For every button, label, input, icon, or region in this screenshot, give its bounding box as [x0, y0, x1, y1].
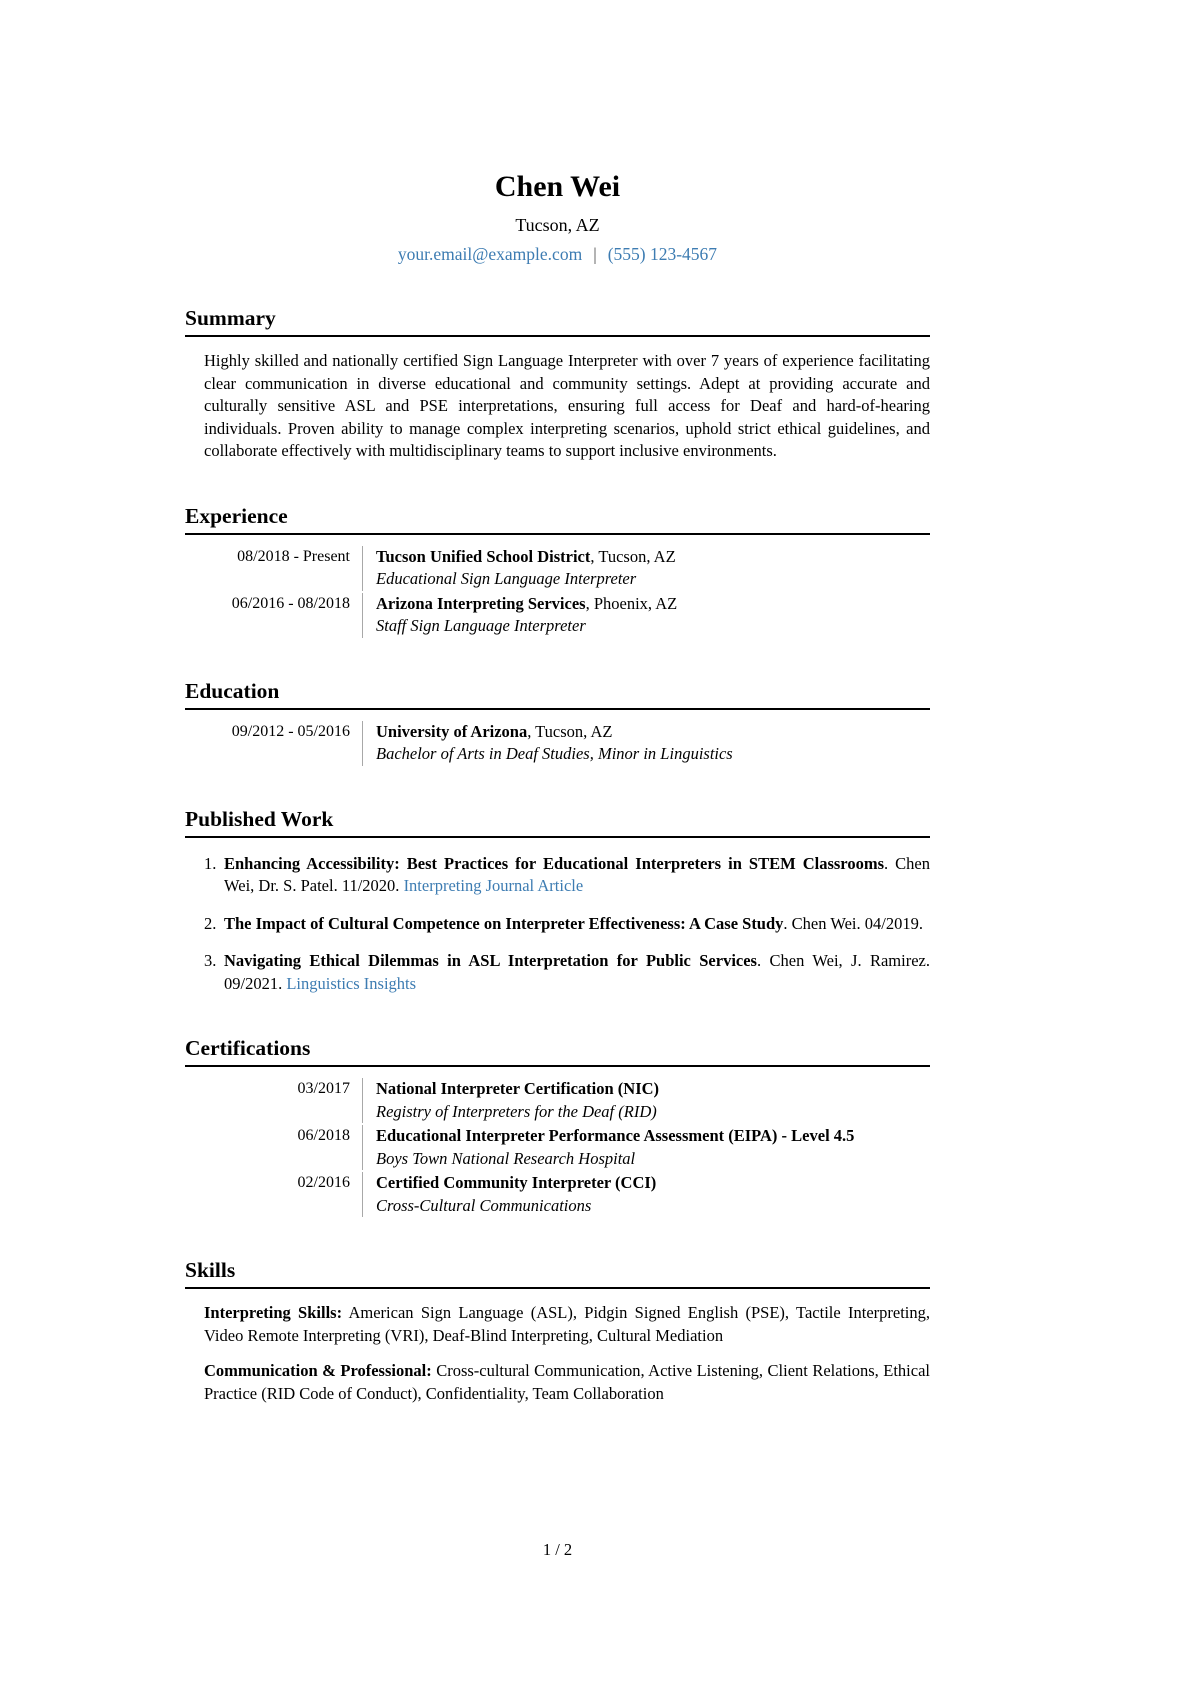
- experience-section: [185, 503, 930, 638]
- entry-body: [362, 1172, 930, 1217]
- entry-body: [362, 593, 930, 638]
- publication-text: [224, 853, 930, 898]
- section-title-certifications: Certifications: [185, 1036, 311, 1060]
- certification-issuer: Boys Town National Research Hospital: [376, 1148, 636, 1168]
- entry-org-location: , Phoenix, AZ: [585, 593, 678, 613]
- skills-group-text: American Sign Language (ASL), Pidgin Signed English (PSE), Tactile Interpreting, Video Remote Interpreting (VRI), Deaf-Blind Interpreting, Cultural Mediation: [204, 1303, 930, 1345]
- section-title-summary: Summary: [185, 306, 276, 330]
- resume-content: [185, 170, 930, 1405]
- entry-org-line: [376, 721, 930, 744]
- entry-role: Educational Sign Language Interpreter: [376, 569, 637, 588]
- publication-authors-date: . Chen Wei, Dr. S. Patel. 11/2020.: [224, 853, 930, 895]
- publication-item: [185, 853, 930, 898]
- publication-text: [224, 913, 930, 936]
- publication-text: [224, 950, 930, 995]
- publication-title: The Impact of Cultural Competence on Interpreter Effectiveness: A Case Study: [224, 913, 784, 933]
- section-rule: [185, 708, 930, 710]
- phone-link[interactable]: (555) 123-4567: [607, 244, 718, 264]
- skills-group: [185, 1302, 930, 1347]
- experience-entry: [204, 593, 930, 638]
- publication-number: 2.: [204, 913, 217, 933]
- section-title-experience: Experience: [185, 503, 288, 528]
- entry-org-line: [376, 593, 930, 616]
- education-entries: [185, 721, 930, 766]
- entry-org: University of Arizona: [376, 721, 528, 741]
- resume-header: [185, 170, 930, 265]
- education-entry: [204, 721, 930, 766]
- summary-text: Highly skilled and nationally certified Sign Language Interpreter with over 7 years of experience facilitating clear communication in diverse educational and community settings. Adept at providing accurate and culturally sensitive ASL and PSE interpretations, ensuring full access for Deaf and hard-of-hearing individuals. Proven ability to manage complex interpreting scenarios, uphold strict ethical guidelines, and collaborate effectively with multidisciplinary teams to support inclusive environments.: [204, 351, 930, 460]
- entry-body: [362, 1125, 930, 1170]
- certification-entry: [204, 1078, 930, 1123]
- entry-org: Arizona Interpreting Services: [376, 593, 586, 613]
- publication-authors-date: . Chen Wei, J. Ramirez. 09/2021.: [224, 951, 930, 993]
- section-rule: [185, 1065, 930, 1067]
- entry-dates: 06/2016 - 08/2018: [231, 594, 350, 612]
- entry-degree: Bachelor of Arts in Deaf Studies, Minor in Linguistics: [376, 744, 733, 763]
- skills-group-label: Communication & Professional:: [204, 1361, 432, 1380]
- section-rule: [185, 1287, 930, 1289]
- page-number: 1 / 2: [542, 1540, 573, 1559]
- entry-dates: 08/2018 - Present: [237, 547, 350, 565]
- publication-title: Enhancing Accessibility: Best Practices for Educational Interpreters in STEM Classrooms: [224, 853, 884, 873]
- publication-link[interactable]: Interpreting Journal Article: [403, 876, 584, 895]
- experience-entries: [185, 546, 930, 638]
- entry-dates: 06/2018: [297, 1127, 350, 1144]
- entry-org-location: , Tucson, AZ: [527, 721, 613, 741]
- experience-entry: [204, 546, 930, 591]
- section-rule: [185, 335, 930, 337]
- publication-number: 1.: [204, 853, 217, 873]
- entry-org-line: [376, 546, 930, 569]
- section-title-education: Education: [185, 678, 280, 703]
- certification-issuer: Registry of Interpreters for the Deaf (RID): [376, 1101, 657, 1121]
- section-title-skills: Skills: [185, 1258, 236, 1282]
- skills-group-label: Interpreting Skills:: [204, 1303, 343, 1322]
- certification-issuer: Cross-Cultural Communications: [376, 1195, 592, 1215]
- certification-name: Certified Community Interpreter (CCI): [376, 1173, 657, 1192]
- publication-item: [185, 950, 930, 995]
- person-location: Tucson, AZ: [515, 215, 600, 235]
- published-work-section: [185, 806, 930, 996]
- section-rule: [185, 533, 930, 535]
- email-link[interactable]: your.email@example.com: [397, 244, 583, 264]
- entry-body: [362, 546, 930, 591]
- publication-number: 3.: [204, 951, 217, 970]
- certification-entries: [185, 1078, 930, 1217]
- summary-section: [185, 305, 930, 463]
- certifications-section: [185, 1035, 930, 1217]
- entry-role: Staff Sign Language Interpreter: [376, 616, 586, 635]
- skills-group: [185, 1360, 930, 1405]
- entry-body: [362, 1078, 930, 1123]
- publication-authors-date: . Chen Wei. 04/2019.: [783, 913, 923, 933]
- entry-dates: 03/2017: [297, 1080, 350, 1097]
- section-title-published-work: Published Work: [185, 806, 334, 831]
- entry-dates: 09/2012 - 05/2016: [231, 722, 350, 740]
- skills-section: [185, 1257, 930, 1405]
- publication-link[interactable]: Linguistics Insights: [286, 973, 417, 993]
- section-rule: [185, 836, 930, 838]
- certification-name: National Interpreter Certification (NIC): [376, 1079, 660, 1098]
- certification-name: Educational Interpreter Performance Assessment (EIPA) - Level 4.5: [376, 1126, 855, 1145]
- certification-entry: [204, 1125, 930, 1170]
- skills-group-text: Cross-cultural Communication, Active Listening, Client Relations, Ethical Practice (RID Code of Conduct), Confidentiality, Team Collaboration: [204, 1361, 930, 1403]
- publication-title: Navigating Ethical Dilemmas in ASL Interpretation for Public Services: [224, 951, 757, 970]
- certification-entry: [204, 1172, 930, 1217]
- publication-item: [185, 913, 930, 936]
- entry-org: Tucson Unified School District: [376, 546, 591, 566]
- contact-line: [185, 243, 930, 265]
- education-section: [185, 678, 930, 766]
- entry-dates: 02/2016: [297, 1174, 350, 1191]
- person-name: Chen Wei: [494, 170, 621, 203]
- entry-body: [362, 721, 930, 766]
- contact-separator: |: [593, 244, 597, 264]
- entry-org-location: , Tucson, AZ: [590, 546, 676, 566]
